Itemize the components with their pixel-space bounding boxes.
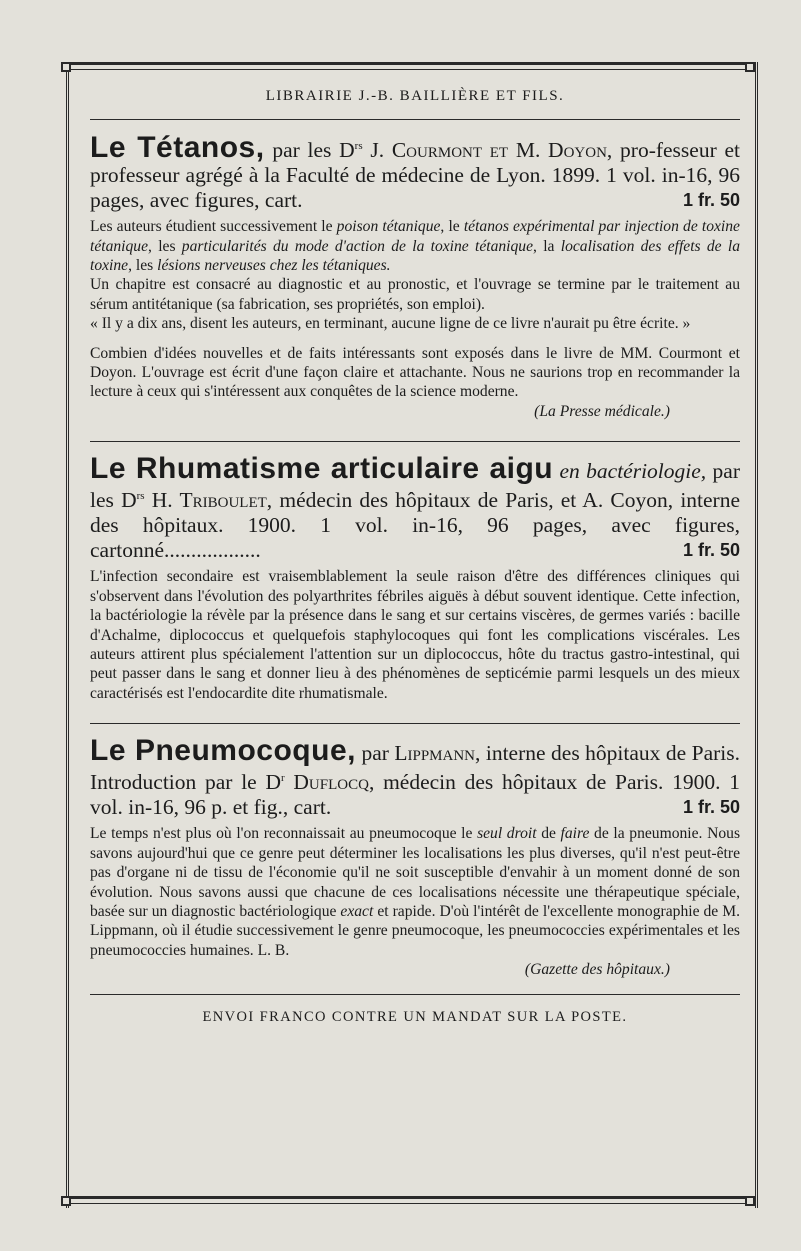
authors: Lippmann, — [394, 741, 481, 766]
book-title: Le Pneumocoque, — [90, 734, 356, 768]
price: 1 fr. 50 — [682, 797, 740, 818]
source-citation: (La Presse médicale.) — [534, 402, 670, 420]
authors: Duflocq, — [284, 770, 375, 795]
heading-details: médecin des hôpitaux de Paris, et A. Coyon, interne des hôpitaux. 1900. 1 vol. in-16, 96 pages, avec figures, cartonné.................. — [90, 488, 741, 563]
paragraph: Le temps n'est plus où l'on reconnaissait au pneumocoque le seul droit de faire de la pneumonie. Nous savons aujourd'hui que ce genre peut déterminer les localisations les plus diverses, qu'il n'est peut-être pas d'organe ni de tissu de l'économie qu'il ne soit susceptible d'envahir à un moment donné de son évolution. Nous savons aussi que chacune de ces localisations nécessite une thérapeutique spéciale, basée sur un diagnostic bactériologique exact et rapide. D'où l'intérêt de l'excellente monographie de M. Lippmann, où il étudie successivement le genre pneumocoque, les pneumococcies expérimentales et les pneumococcies humaines. L. B. — [90, 825, 741, 959]
corner-ornament — [61, 62, 71, 72]
corner-ornament — [61, 1196, 71, 1206]
book-entry-pneumocoque — [90, 734, 741, 979]
paragraph: L'infection secondaire est vraisemblablement la seule raison d'être des différences cliniques qui s'observent dans l'évolution des polyarthrites fébriles aiguës à début souvent identique. Cette infection, la bactériologie la révèle par la présence dans le sang et sur certains viscères, de germes variés : bacille d'Achalme, diplococcus et quelquefois staphylocoques qui font les complications viscérales. Les auteurs attirent plus spécialement l'attention sur un diplococcus, hôte du tractus gastro-intestinal, qui peut passer dans le sang et donner lieu à des phénomènes de septicémie parmi lesquels un des mieux caractérisés est l'endocardite dite rhumatismale. — [90, 568, 740, 702]
heading-text: par — [355, 741, 395, 766]
book-entry-tetanos — [90, 131, 741, 421]
corner-ornament — [745, 62, 755, 72]
paragraph: Les auteurs étudient successivement le poison tétanique, le tétanos expérimental par injection de toxine tétanique, les particularités du mode d'action de la toxine tétanique, la localisation des effets de la toxine, les lésions nerveuses chez les tétaniques. — [90, 218, 740, 274]
entry-description — [90, 824, 740, 979]
bottom-border-rule — [66, 1196, 752, 1204]
signature-initials: L. B. — [257, 941, 290, 959]
entry-description — [90, 567, 740, 703]
superscript: rs — [354, 140, 363, 152]
heading-text: interne des hôpitaux de Paris. Introduction par le D — [90, 741, 740, 795]
paragraph: Un chapitre est consacré au diagnostic et au pronostic, et l'ouvrage se termine par le traitement au sérum antitétanique (sa fabrication, ses propriétés, son emploi). — [90, 276, 740, 313]
page-content — [90, 80, 740, 1026]
publisher-header: LIBRAIRIE J.-B. BAILLIÈRE ET FILS. — [90, 88, 740, 120]
entry-heading — [90, 452, 741, 563]
footer-note: ENVOI FRANCO CONTRE UN MANDAT SUR LA POSTE. — [90, 994, 740, 1026]
heading-text: par les D — [90, 459, 740, 513]
top-border-rule — [66, 62, 752, 70]
entry-heading — [90, 734, 740, 820]
book-title: Le Tétanos, — [90, 131, 265, 165]
authors: J. Courmont et M. Doyon, — [362, 138, 613, 163]
entry-heading — [90, 131, 741, 213]
price: 1 fr. 50 — [682, 540, 740, 561]
quote-paragraph: « Il y a dix ans, disent les auteurs, en terminant, aucune ligne de ce livre n'aurait pu être écrite. » — [90, 315, 691, 333]
divider — [90, 723, 740, 724]
authors: H. Triboulet, — [144, 488, 273, 513]
book-entry-rhumatisme — [90, 452, 741, 703]
price: 1 fr. 50 — [682, 190, 740, 211]
book-title: Le Rhumatisme articulaire aigu — [90, 452, 554, 486]
corner-ornament — [745, 1196, 755, 1206]
divider — [90, 441, 740, 442]
paragraph: Combien d'idées nouvelles et de faits intéressants sont exposés dans le livre de MM. Courmont et Doyon. L'ouvrage est écrit d'une façon claire et attachante. Nous ne saurions trop en recommander la lecture à ceux qui s'intéressent aux conquêtes de la science moderne. — [90, 344, 740, 401]
superscript: rs — [136, 490, 145, 503]
heading-text: par les D — [264, 138, 355, 163]
subtitle: en bactériologie, — [553, 459, 707, 484]
heading-details: médecin des hôpitaux de Paris. 1900. 1 vol. in-16, 96 p. et fig., cart. — [90, 770, 740, 820]
source-citation: (Gazette des hôpitaux.) — [524, 961, 670, 979]
heading-details: pro-fesseur et professeur agrégé à la Faculté de médecine de Lyon. 1899. 1 vol. in-16, 96 pages, avec figures, cart. — [90, 138, 741, 213]
entry-description — [90, 217, 740, 421]
superscript: r — [281, 772, 285, 785]
